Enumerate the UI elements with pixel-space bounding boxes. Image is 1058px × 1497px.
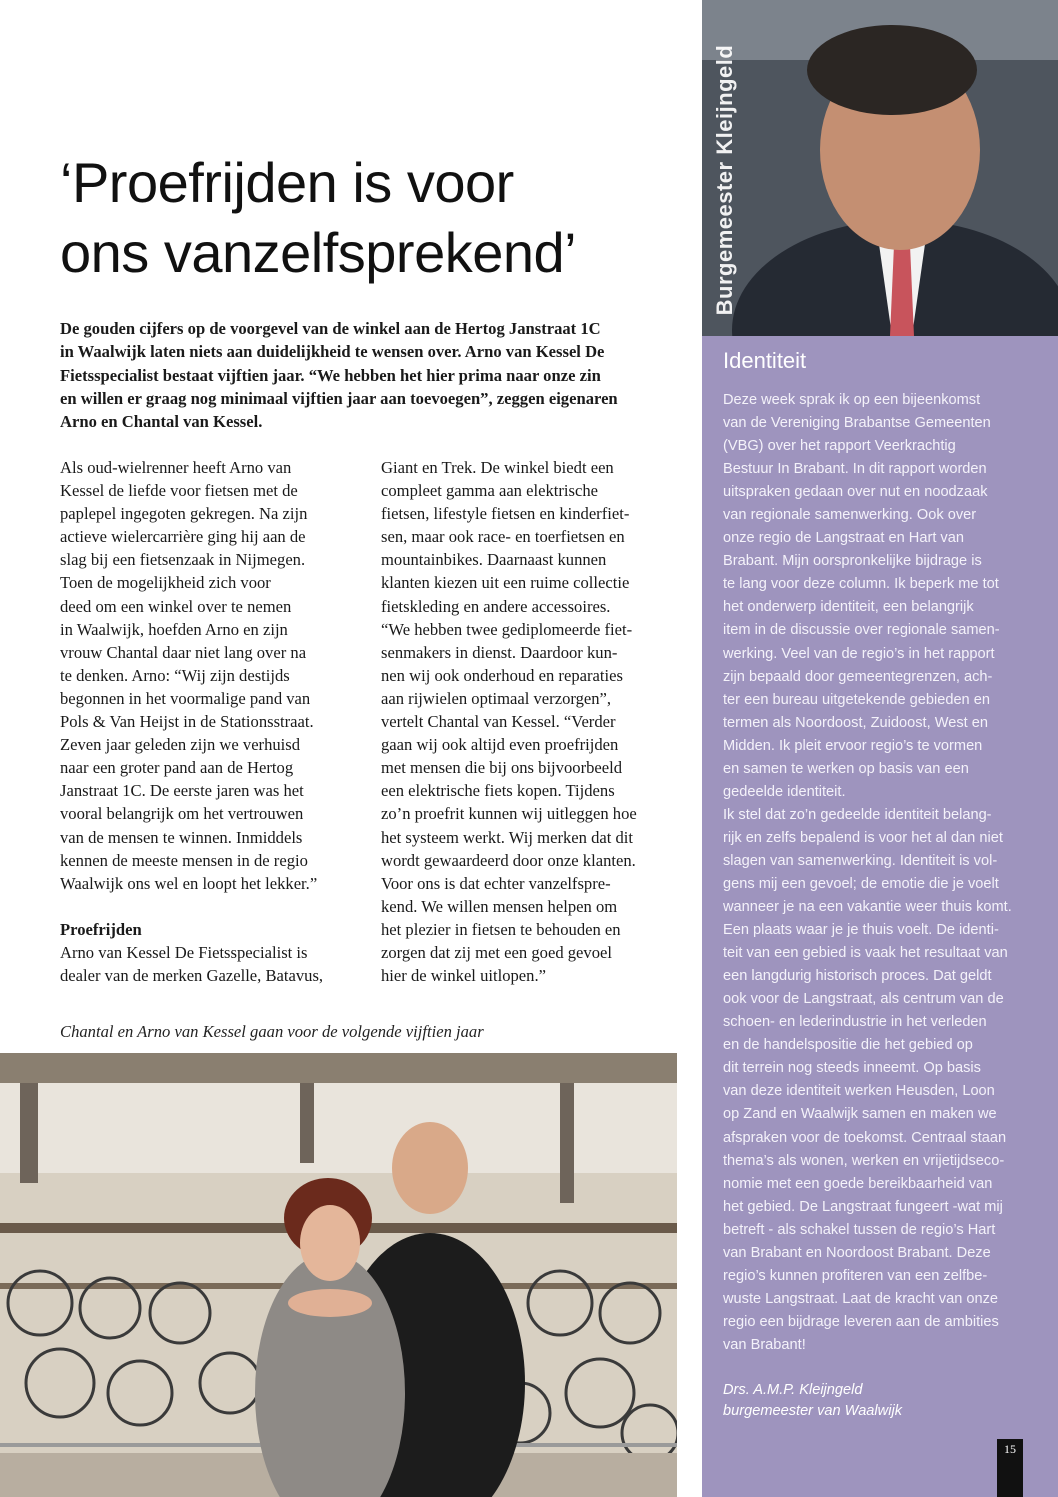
body-line: Giant en Trek. De winkel biedt een bbox=[381, 458, 614, 477]
column-line: Midden. Ik pleit ervoor regio’s te vormen bbox=[723, 737, 983, 754]
vertical-label-text: Burgemeester Kleijngeld bbox=[712, 44, 737, 316]
body-line: sen, maar ook race- en toerfietsen en bbox=[381, 527, 625, 547]
body-line: met mensen die bij ons bijvoorbeeld bbox=[381, 758, 623, 778]
column-line: van regionale samenwerking. Ook over bbox=[723, 507, 977, 524]
body-line: Kessel de liefde voor fietsen met de bbox=[60, 481, 298, 501]
body-line: mountainbikes. Daarnaast kunnen bbox=[381, 550, 607, 570]
column-line: een langdurig historisch proces. Dat geldt bbox=[723, 968, 992, 985]
body-line: klanten kiezen uit een ruime collectie bbox=[381, 573, 630, 593]
article-column-1 bbox=[60, 456, 360, 987]
column-vertical-label bbox=[702, 0, 748, 336]
body-line: zo’n proefrit kunnen wij uitleggen hoe bbox=[381, 804, 637, 824]
body-line: “We hebben twee gediplomeerde fiet- bbox=[381, 619, 633, 639]
body-line: kend. We willen mensen helpen om bbox=[381, 896, 618, 916]
column-line: Bestuur In Brabant. In dit rapport worden bbox=[723, 461, 987, 478]
intro-line: in Waalwijk laten niets aan duidelijkheid te wensen over. Arno van Kessel De bbox=[60, 342, 605, 362]
column-line: thema’s als wonen, werken en vrijetijdseco- bbox=[723, 1152, 1005, 1169]
column-line: regio een bijdrage leveren aan de ambities bbox=[723, 1313, 999, 1330]
body-line: deed om een winkel over te nemen bbox=[60, 596, 292, 616]
column-line: en samen te werken op basis van een bbox=[723, 760, 969, 777]
body-line: Arno van Kessel De Fietsspecialist is bbox=[60, 942, 308, 962]
body-line: hier de winkel uitlopen.” bbox=[381, 966, 546, 986]
column-line: het onderwerp identiteit, een belangrijk bbox=[723, 599, 974, 616]
column-line: Ik stel dat zo’n gedeelde identiteit belang- bbox=[723, 806, 992, 823]
column-line: gedeelde identiteit. bbox=[723, 783, 846, 800]
column-line: gens mij een gevoel; de emotie die je voelt bbox=[723, 875, 999, 892]
column-line: uitspraken gedaan over nut en noodzaak bbox=[723, 484, 988, 501]
body-line: compleet gamma aan elektrische bbox=[381, 481, 598, 501]
body-line: slag bij een fietsenzaak in Nijmegen. bbox=[60, 550, 306, 570]
column-line: werking. Veel van de regio’s in het rapport bbox=[723, 645, 995, 662]
column-line: rijk en zelfs bepalend is voor het al dan niet bbox=[723, 829, 1003, 846]
mayor-portrait bbox=[702, 0, 1058, 336]
column-line: ter een bureau uitgetekende gebieden en bbox=[723, 691, 990, 708]
signature-role: burgemeester van Waalwijk bbox=[723, 1403, 902, 1419]
photo-caption: Chantal en Arno van Kessel gaan voor de volgende vijftien jaar bbox=[60, 1022, 484, 1041]
column-line: van Brabant! bbox=[723, 1336, 806, 1353]
column-line: regio’s kunnen profiteren van een zelfbe- bbox=[723, 1267, 988, 1284]
body-line: het systeem werkt. Wij merken dat dit bbox=[381, 827, 634, 847]
column-line: teit van een gebied is vaak het resultaat van bbox=[723, 945, 1008, 962]
column-line: slagen van samenwerking. Identiteit is vol- bbox=[723, 852, 998, 869]
body-line: Als oud-wielrenner heeft Arno van bbox=[60, 458, 292, 477]
column-line: van deze identiteit werken Heusden, Loon bbox=[723, 1083, 995, 1100]
body-line: Pols & Van Heijst in de Stationsstraat. bbox=[60, 712, 314, 732]
subheading: Proefrijden bbox=[60, 919, 142, 939]
intro-paragraph bbox=[60, 317, 675, 433]
column-line: wanneer je na een vakantie weer thuis komt. bbox=[723, 899, 1012, 916]
body-line: Toen de mogelijkheid zich voor bbox=[60, 573, 271, 593]
body-line: wordt gewaardeerd door onze klanten. bbox=[381, 850, 636, 870]
column-line: zijn bepaald door gemeentegrenzen, ach- bbox=[723, 668, 993, 685]
body-line: in Waalwijk, hoefden Arno en zijn bbox=[60, 619, 288, 639]
body-line: dealer van de merken Gazelle, Batavus, bbox=[60, 966, 324, 986]
body-line: begonnen in het voormalige pand van bbox=[60, 688, 311, 708]
body-line: fietsen, lifestyle fietsen en kinderfiet- bbox=[381, 504, 630, 524]
column-line: op Zand en Waalwijk samen en maken we bbox=[723, 1106, 997, 1123]
column-line: Een plaats waar je je thuis voelt. De identi- bbox=[723, 922, 999, 939]
column-line: ook voor de Langstraat, als centrum van de bbox=[723, 991, 1004, 1008]
paragraph-gap bbox=[60, 895, 360, 918]
body-line: vrouw Chantal daar niet lang over na bbox=[60, 642, 307, 662]
column-line: onze regio de Langstraat en Hart van bbox=[723, 530, 964, 547]
mayor-photo-illustration bbox=[702, 0, 1058, 336]
body-line: zorgen dat zij met een goed gevoel bbox=[381, 942, 612, 962]
body-line: actieve wielercarrière ging hij aan de bbox=[60, 527, 306, 547]
intro-line: Fietsspecialist bestaat vijftien jaar. “We hebben het hier prima naar onze zin bbox=[60, 365, 601, 385]
body-line: kennen de meeste mensen in de regio bbox=[60, 850, 308, 870]
intro-line: en willen er graag nog minimaal vijftien jaar aan toevoegen”, zeggen eigenaren bbox=[60, 388, 618, 408]
body-line: fietskleding en andere accessoires. bbox=[381, 596, 611, 616]
body-line: van de mensen te winnen. Inmiddels bbox=[60, 827, 303, 847]
headline-line: ‘Proefrijden is voor bbox=[60, 151, 514, 214]
column-line: (VBG) over het rapport Veerkrachtig bbox=[723, 438, 956, 455]
page-number: 15 bbox=[997, 1439, 1023, 1497]
body-line: vooral belangrijk om het vertrouwen bbox=[60, 804, 304, 824]
body-line: te denken. Arno: “Wij zijn destijds bbox=[60, 665, 290, 685]
column-line: item in de discussie over regionale samen- bbox=[723, 622, 1000, 639]
intro-line: De gouden cijfers op de voorgevel van de winkel aan de Hertog Janstraat 1C bbox=[60, 319, 601, 338]
signature-name: Drs. A.M.P. Kleijngeld bbox=[723, 1382, 863, 1398]
body-line: senmakers in dienst. Daardoor kun- bbox=[381, 642, 618, 662]
column-line: te lang voor deze column. Ik beperk me tot bbox=[723, 576, 999, 593]
body-line: Voor ons is dat echter vanzelfspre- bbox=[381, 873, 611, 893]
body-line: naar een groter pand aan de Hertog bbox=[60, 758, 294, 778]
body-line: vertelt Chantal van Kessel. “Verder bbox=[381, 712, 616, 732]
article-column-2 bbox=[381, 456, 681, 987]
body-line: aan rijwielen optimaal verzorgen”, bbox=[381, 688, 612, 708]
headline bbox=[60, 148, 680, 288]
bike-shop-illustration bbox=[0, 1053, 677, 1497]
column-line: afspraken voor de toekomst. Centraal staan bbox=[723, 1129, 1007, 1146]
column-line: dit terrein nog steeds inneemt. Op basis bbox=[723, 1060, 981, 1077]
body-line: paplepel ingegoten gekregen. Na zijn bbox=[60, 504, 308, 524]
column-line: nomie met een goede bereikbaarheid van bbox=[723, 1175, 993, 1192]
body-line: nen wij ook onderhoud en reparaties bbox=[381, 665, 623, 685]
column-body bbox=[723, 389, 1033, 1357]
body-line: gaan wij ook altijd even proefrijden bbox=[381, 735, 619, 755]
owners-photo bbox=[0, 1053, 677, 1497]
body-line: Janstraat 1C. De eerste jaren was het bbox=[60, 781, 304, 801]
body-line: Waalwijk ons wel en loopt het lekker.” bbox=[60, 873, 318, 893]
column-line: schoen- en lederindustrie in het verleden bbox=[723, 1014, 987, 1031]
body-line: het plezier in fietsen te behouden en bbox=[381, 919, 621, 939]
column-signature bbox=[723, 1380, 902, 1422]
body-line: een elektrische fiets kopen. Tijdens bbox=[381, 781, 615, 801]
column-line: van Brabant en Noordoost Brabant. Deze bbox=[723, 1244, 991, 1261]
column-line: het gebied. De Langstraat fungeert -wat mij bbox=[723, 1198, 1003, 1215]
column-line: termen als Noordoost, Zuidoost, West en bbox=[723, 714, 988, 731]
column-line: Brabant. Mijn oorspronkelijke bijdrage is bbox=[723, 553, 982, 570]
column-line: en de handelspositie die het gebied op bbox=[723, 1037, 973, 1054]
intro-line: Arno en Chantal van Kessel. bbox=[60, 412, 263, 432]
column-line: Deze week sprak ik op een bijeenkomst bbox=[723, 392, 981, 408]
column-line: betreft - als schakel tussen de regio’s Hart bbox=[723, 1221, 996, 1238]
body-line: Zeven jaar geleden zijn we verhuisd bbox=[60, 735, 301, 755]
column-line: van de Vereniging Brabantse Gemeenten bbox=[723, 415, 991, 432]
column-title: Identiteit bbox=[723, 348, 807, 373]
headline-line: ons vanzelfsprekend’ bbox=[60, 221, 577, 284]
column-line: wuste Langstraat. Laat de kracht van onze bbox=[723, 1290, 999, 1307]
